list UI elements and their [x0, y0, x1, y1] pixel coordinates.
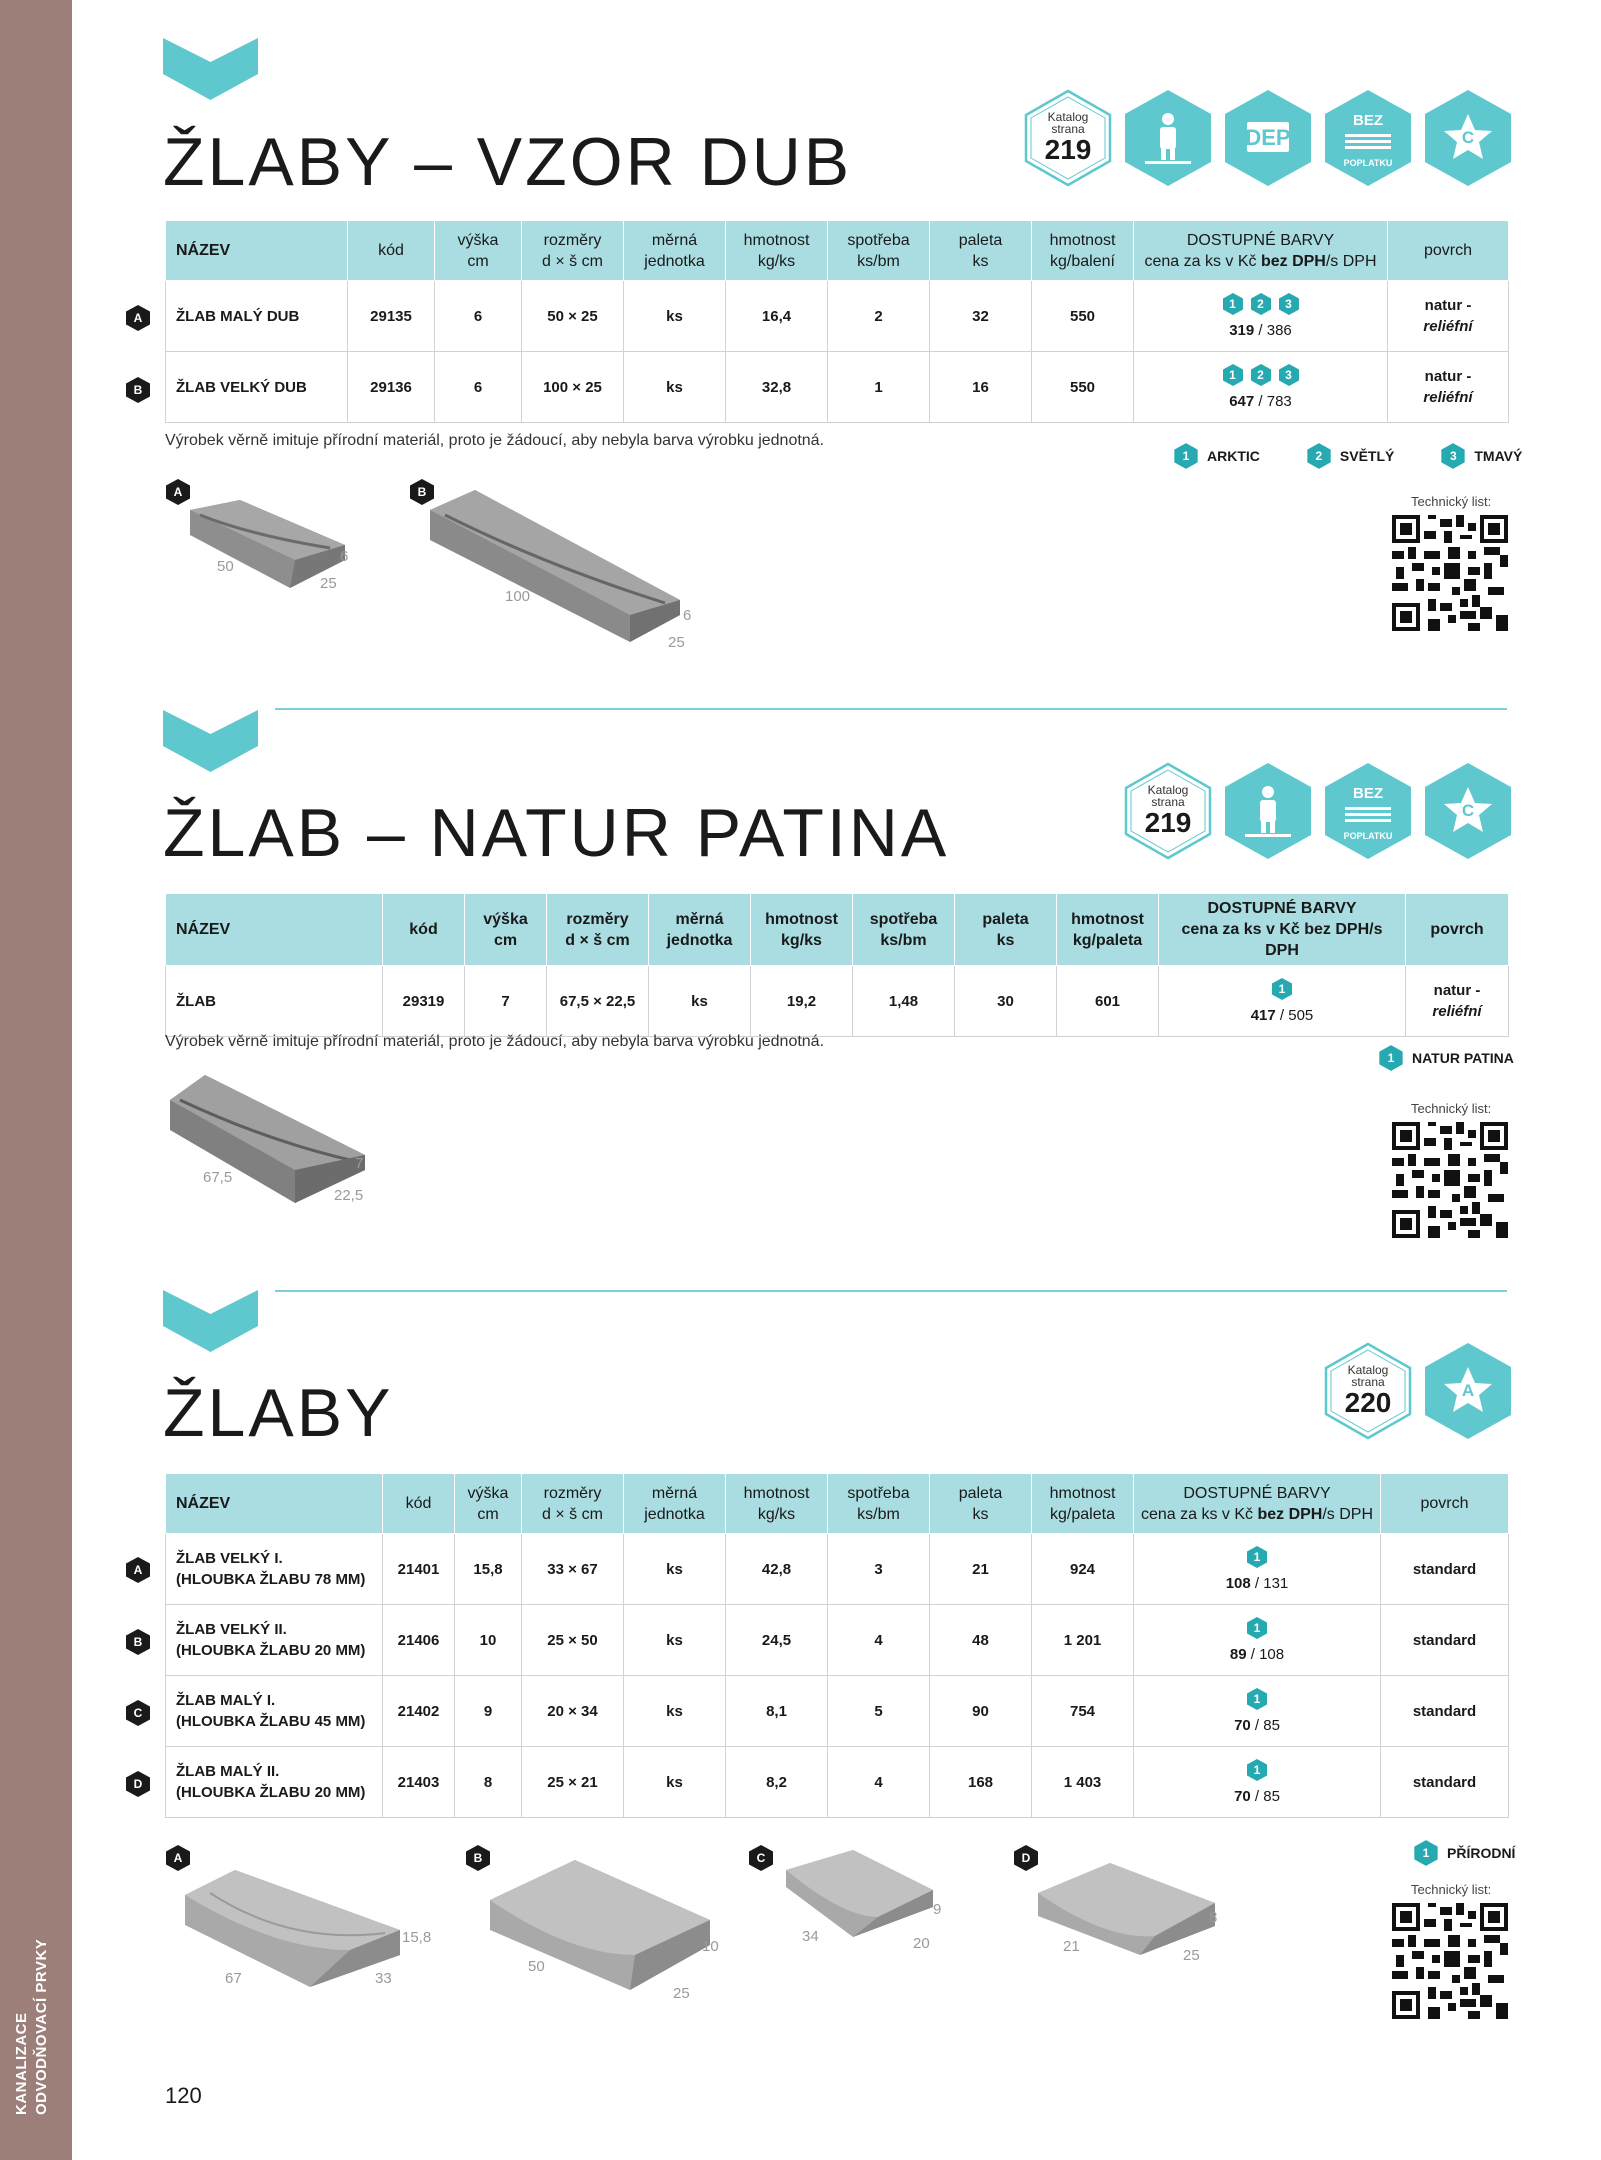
table-row [166, 1605, 1509, 1676]
section-title: ŽLABY – VZOR DUB [163, 124, 853, 200]
cell-nazev: ŽLAB VELKÝ I. (HLOUBKA ŽLABU 78 MM) [166, 1534, 383, 1605]
cell-vyska: 7 [465, 966, 547, 1037]
legend-label: SVĚTLÝ [1339, 448, 1395, 464]
cell-hmot-baleni: 550 [1032, 352, 1134, 423]
cell-rozmery: 67,5 × 22,5 [547, 966, 649, 1037]
cell-vyska: 8 [455, 1747, 522, 1818]
side-label-line2: ODVODŇOVACÍ PRVKY [33, 1938, 50, 2115]
col-hmot-paleta: hmotnost kg/paleta [1057, 894, 1159, 966]
cell-povrch: standard [1381, 1747, 1509, 1818]
cell-kod: 29135 [348, 281, 435, 352]
dim-width: 20 [913, 1935, 930, 1952]
katalog-page: 219 [1144, 807, 1192, 838]
col-vyska: výška cm [465, 894, 547, 966]
chevron-icon [163, 710, 258, 772]
cell-jednotka: ks [624, 1676, 726, 1747]
cell-hmotnost: 8,1 [726, 1676, 828, 1747]
cell-povrch: natur - reliéfní [1388, 352, 1509, 423]
price-s-dph: / 386 [1254, 321, 1292, 339]
price-s-dph: / 85 [1250, 1716, 1280, 1734]
image-marker: A [165, 478, 191, 506]
price-s-dph: / 108 [1246, 1645, 1285, 1663]
cell-barvy [1134, 1534, 1381, 1605]
col-rozmery: rozměry d × š cm [522, 221, 624, 281]
cell-nazev: ŽLAB VELKÝ II. (HLOUBKA ŽLABU 20 MM) [166, 1605, 383, 1676]
qr-code[interactable] [1392, 1122, 1508, 1238]
side-category-label [12, 1915, 52, 2115]
price-bez-dph: 647 [1229, 392, 1255, 410]
dim-height: 8 [1209, 1909, 1218, 1926]
color-dot: 1 [1246, 1687, 1268, 1711]
strana-label: strana [1351, 1375, 1385, 1389]
image-marker: A [165, 1844, 191, 1872]
price-bez-dph: 70 [1234, 1787, 1251, 1805]
katalog-label: Katalog [1047, 110, 1089, 124]
col-merna: měrná jednotka [624, 221, 726, 281]
price-bez-dph: 89 [1229, 1645, 1247, 1663]
strana-label: strana [1151, 795, 1185, 809]
col-rozmery: rozměry d × š cm [547, 894, 649, 966]
qr-code[interactable] [1392, 1903, 1508, 2019]
cell-vyska: 6 [435, 281, 522, 352]
product-image-zlab-velky-ii [485, 1845, 715, 1995]
section-title: ŽLAB – NATUR PATINA [163, 795, 950, 871]
legend-dot: 1 [1413, 1839, 1439, 1867]
dim-width: 25 [320, 575, 337, 592]
dep-icon [1223, 88, 1313, 188]
cell-hmot-paleta: 1 201 [1032, 1605, 1134, 1676]
bez-label: BEZ [1353, 784, 1383, 802]
tech-list-label: Technický list: [1411, 494, 1492, 509]
class-c-star-icon [1423, 761, 1513, 861]
image-marker: B [465, 1844, 491, 1872]
dim-width: 25 [1183, 1947, 1200, 1964]
note-text: Výrobek věrně imituje přírodní materiál, proto je žádoucí, aby nebyla barva výrobku jednotná. [165, 1033, 825, 1050]
cell-jednotka: ks [624, 1534, 726, 1605]
col-hmotnost: hmotnost kg/ks [751, 894, 853, 966]
class-label: C [1461, 801, 1475, 820]
row-marker: D [125, 1770, 151, 1798]
dim-width: 25 [668, 634, 685, 651]
col-barvy: DOSTUPNÉ BARVY cena za ks v Kč bez DPH/s DPH [1134, 221, 1388, 281]
cell-jednotka: ks [624, 281, 726, 352]
col-paleta: paleta ks [930, 1474, 1032, 1534]
col-kod: kód [348, 221, 435, 281]
cell-spotreba: 3 [828, 1534, 930, 1605]
price-s-dph: / 85 [1250, 1787, 1280, 1805]
image-marker: C [748, 1844, 774, 1872]
dim-length: 50 [217, 558, 234, 575]
col-rozmery: rozměry d × š cm [522, 1474, 624, 1534]
cell-jednotka: ks [624, 1605, 726, 1676]
cell-povrch: natur - reliéfní [1406, 966, 1509, 1037]
bez-poplatku-icon [1323, 761, 1413, 861]
color-dot: 2 [1250, 363, 1272, 387]
cell-rozmery: 100 × 25 [522, 352, 624, 423]
product-table-natur-patina [165, 893, 1509, 1037]
image-marker: B [409, 478, 435, 506]
price-bez-dph: 70 [1234, 1716, 1251, 1734]
katalog-badge[interactable] [1323, 1341, 1413, 1441]
product-image-zlab-velky-i [180, 1855, 405, 1990]
legend-label: TMAVÝ [1474, 448, 1523, 464]
cell-nazev: ŽLAB MALÝ II. (HLOUBKA ŽLABU 20 MM) [166, 1747, 383, 1818]
katalog-badge[interactable] [1023, 88, 1113, 188]
color-dot: 1 [1222, 292, 1244, 316]
col-kod: kód [383, 894, 465, 966]
cell-barvy [1134, 1747, 1381, 1818]
color-legend [1378, 1044, 1514, 1072]
price-s-dph: / 783 [1254, 392, 1292, 410]
katalog-page: 220 [1344, 1387, 1392, 1418]
badge-row [1023, 88, 1513, 188]
cell-kod: 29136 [348, 352, 435, 423]
color-legend [1413, 1839, 1515, 1867]
qr-code[interactable] [1392, 515, 1508, 631]
dim-width: 22,5 [334, 1187, 364, 1204]
color-dot: 1 [1222, 363, 1244, 387]
class-a-star-icon [1423, 1341, 1513, 1441]
cell-hmotnost: 19,2 [751, 966, 853, 1037]
table-row [166, 1747, 1509, 1818]
cell-hmot-baleni: 550 [1032, 281, 1134, 352]
legend-dot: 3 [1440, 442, 1466, 470]
note-text: Výrobek věrně imituje přírodní materiál, proto je žádoucí, aby nebyla barva výrobku jednotná. [165, 432, 825, 449]
col-merna: měrná jednotka [624, 1474, 726, 1534]
cell-jednotka: ks [624, 1747, 726, 1818]
col-hmotnost: hmotnost kg/ks [726, 1474, 828, 1534]
katalog-label: Katalog [1347, 1363, 1389, 1377]
badge-row [1123, 761, 1513, 861]
cell-povrch: natur - reliéfní [1388, 281, 1509, 352]
product-table-dub [165, 220, 1509, 423]
poplatku-label: POPLATKU [1343, 831, 1393, 841]
col-barvy: DOSTUPNÉ BARVY cena za ks v Kč bez DPH/s DPH [1159, 894, 1406, 966]
product-image-zlab-maly-i [783, 1845, 938, 1940]
cell-paleta: 48 [930, 1605, 1032, 1676]
cell-vyska: 6 [435, 352, 522, 423]
section-divider [275, 1290, 1507, 1292]
cell-hmot-paleta: 601 [1057, 966, 1159, 1037]
person-icon [1223, 761, 1313, 861]
cell-paleta: 168 [930, 1747, 1032, 1818]
cell-nazev: ŽLAB [166, 966, 383, 1037]
katalog-badge[interactable] [1123, 761, 1213, 861]
side-strip [0, 0, 72, 2160]
cell-hmotnost: 8,2 [726, 1747, 828, 1818]
dep-label: DEP [1245, 125, 1291, 150]
cell-barvy [1159, 966, 1406, 1037]
row-marker: C [125, 1699, 151, 1727]
color-dot: 1 [1271, 977, 1293, 1001]
legend-label: NATUR PATINA [1412, 1050, 1514, 1066]
dim-height: 9 [933, 1901, 942, 1918]
section-title: ŽLABY [163, 1375, 394, 1451]
col-spotreba: spotřeba ks/bm [828, 221, 930, 281]
katalog-page: 219 [1044, 134, 1092, 165]
col-spotreba: spotřeba ks/bm [828, 1474, 930, 1534]
price-s-dph: / 131 [1250, 1574, 1289, 1592]
color-dot: 3 [1278, 363, 1300, 387]
cell-spotreba: 4 [828, 1605, 930, 1676]
cell-rozmery: 33 × 67 [522, 1534, 624, 1605]
cell-kod: 21406 [383, 1605, 455, 1676]
product-image-zlab-natur-patina [165, 1070, 365, 1205]
class-label: C [1461, 128, 1475, 147]
cell-rozmery: 50 × 25 [522, 281, 624, 352]
side-label-line1: KANALIZACE [13, 2012, 30, 2115]
cell-spotreba: 1 [828, 352, 930, 423]
color-dot: 3 [1278, 292, 1300, 316]
row-marker: B [125, 376, 151, 404]
cell-hmotnost: 42,8 [726, 1534, 828, 1605]
dim-height: 6 [683, 607, 692, 624]
page-number: 120 [165, 2083, 202, 2108]
legend-label: ARKTIC [1207, 448, 1260, 464]
cell-spotreba: 4 [828, 1747, 930, 1818]
cell-nazev: ŽLAB MALÝ DUB [166, 281, 348, 352]
color-dot: 1 [1246, 1616, 1268, 1640]
cell-vyska: 15,8 [455, 1534, 522, 1605]
col-hmot-paleta: hmotnost kg/paleta [1032, 1474, 1134, 1534]
col-povrch: povrch [1388, 221, 1509, 281]
dim-height: 15,8 [402, 1929, 432, 1946]
katalog-label: Katalog [1147, 783, 1189, 797]
dim-height: 6 [340, 548, 349, 565]
cell-hmotnost: 32,8 [726, 352, 828, 423]
cell-rozmery: 25 × 21 [522, 1747, 624, 1818]
cell-nazev: ŽLAB VELKÝ DUB [166, 352, 348, 423]
cell-barvy [1134, 352, 1388, 423]
dim-length: 21 [1063, 1938, 1080, 1955]
cell-vyska: 9 [455, 1676, 522, 1747]
poplatku-label: POPLATKU [1343, 158, 1393, 168]
cell-paleta: 21 [930, 1534, 1032, 1605]
cell-nazev: ŽLAB MALÝ I. (HLOUBKA ŽLABU 45 MM) [166, 1676, 383, 1747]
col-paleta: paleta ks [955, 894, 1057, 966]
cell-rozmery: 25 × 50 [522, 1605, 624, 1676]
cell-jednotka: ks [649, 966, 751, 1037]
class-label: A [1461, 1381, 1475, 1400]
cell-kod: 21402 [383, 1676, 455, 1747]
dim-width: 33 [375, 1970, 392, 1987]
class-c-star-icon [1423, 88, 1513, 188]
person-icon [1123, 88, 1213, 188]
product-table-zlaby [165, 1473, 1509, 1818]
col-nazev: NÁZEV [166, 221, 348, 281]
image-marker: D [1013, 1844, 1039, 1872]
table-row [166, 966, 1509, 1037]
price-s-dph: / 505 [1275, 1006, 1314, 1024]
cell-spotreba: 1,48 [853, 966, 955, 1037]
dim-width: 25 [673, 1985, 690, 2002]
chevron-icon [163, 1290, 258, 1352]
cell-spotreba: 2 [828, 281, 930, 352]
cell-jednotka: ks [624, 352, 726, 423]
cell-hmot-paleta: 924 [1032, 1534, 1134, 1605]
col-kod: kód [383, 1474, 455, 1534]
color-dot: 1 [1246, 1545, 1268, 1569]
legend-label: PŘÍRODNÍ [1447, 1845, 1516, 1861]
table-row [166, 352, 1509, 423]
cell-povrch: standard [1381, 1676, 1509, 1747]
table-row [166, 281, 1509, 352]
dim-length: 67,5 [203, 1169, 233, 1186]
col-barvy: DOSTUPNÉ BARVY cena za ks v Kč bez DPH/s DPH [1134, 1474, 1381, 1534]
cell-hmot-paleta: 754 [1032, 1676, 1134, 1747]
legend-dot: 2 [1306, 442, 1332, 470]
dim-height: 7 [355, 1155, 364, 1172]
row-marker: A [125, 304, 151, 332]
color-legend [1173, 442, 1522, 470]
cell-barvy [1134, 281, 1388, 352]
cell-hmot-paleta: 1 403 [1032, 1747, 1134, 1818]
cell-barvy [1134, 1605, 1381, 1676]
col-povrch: povrch [1381, 1474, 1509, 1534]
cell-vyska: 10 [455, 1605, 522, 1676]
cell-kod: 21403 [383, 1747, 455, 1818]
dim-length: 67 [225, 1970, 242, 1987]
badge-row [1323, 1341, 1513, 1441]
col-nazev: NÁZEV [166, 1474, 383, 1534]
tech-list-label: Technický list: [1411, 1882, 1492, 1897]
row-marker: B [125, 1628, 151, 1656]
col-merna: měrná jednotka [649, 894, 751, 966]
cell-povrch: standard [1381, 1534, 1509, 1605]
section-divider [275, 708, 1507, 710]
col-hmotnost: hmotnost kg/ks [726, 221, 828, 281]
price-bez-dph: 417 [1250, 1006, 1276, 1024]
cell-hmotnost: 16,4 [726, 281, 828, 352]
col-vyska: výška cm [435, 221, 522, 281]
row-marker: A [125, 1556, 151, 1584]
col-vyska: výška cm [455, 1474, 522, 1534]
chevron-icon [163, 38, 258, 100]
cell-paleta: 30 [955, 966, 1057, 1037]
cell-kod: 21401 [383, 1534, 455, 1605]
dim-height: 10 [702, 1938, 719, 1955]
tech-list-label: Technický list: [1411, 1101, 1492, 1116]
bez-poplatku-icon [1323, 88, 1413, 188]
product-image-zlab-velky-dub [425, 485, 685, 645]
price-bez-dph: 108 [1225, 1574, 1251, 1592]
col-paleta: paleta ks [930, 221, 1032, 281]
dim-length: 34 [802, 1928, 819, 1945]
cell-paleta: 90 [930, 1676, 1032, 1747]
strana-label: strana [1051, 122, 1085, 136]
bez-label: BEZ [1353, 111, 1383, 129]
cell-kod: 29319 [383, 966, 465, 1037]
color-dot: 1 [1246, 1758, 1268, 1782]
cell-rozmery: 20 × 34 [522, 1676, 624, 1747]
color-dot: 2 [1250, 292, 1272, 316]
col-hmot-baleni: hmotnost kg/balení [1032, 221, 1134, 281]
col-nazev: NÁZEV [166, 894, 383, 966]
legend-dot: 1 [1378, 1044, 1404, 1072]
table-row [166, 1676, 1509, 1747]
price-bez-dph: 319 [1229, 321, 1255, 339]
cell-paleta: 16 [930, 352, 1032, 423]
cell-povrch: standard [1381, 1605, 1509, 1676]
cell-hmotnost: 24,5 [726, 1605, 828, 1676]
col-povrch: povrch [1406, 894, 1509, 966]
col-spotreba: spotřeba ks/bm [853, 894, 955, 966]
cell-barvy [1134, 1676, 1381, 1747]
dim-length: 100 [505, 588, 531, 605]
cell-spotreba: 5 [828, 1676, 930, 1747]
dim-length: 50 [528, 1958, 545, 1975]
legend-dot: 1 [1173, 442, 1199, 470]
table-row [166, 1534, 1509, 1605]
cell-paleta: 32 [930, 281, 1032, 352]
